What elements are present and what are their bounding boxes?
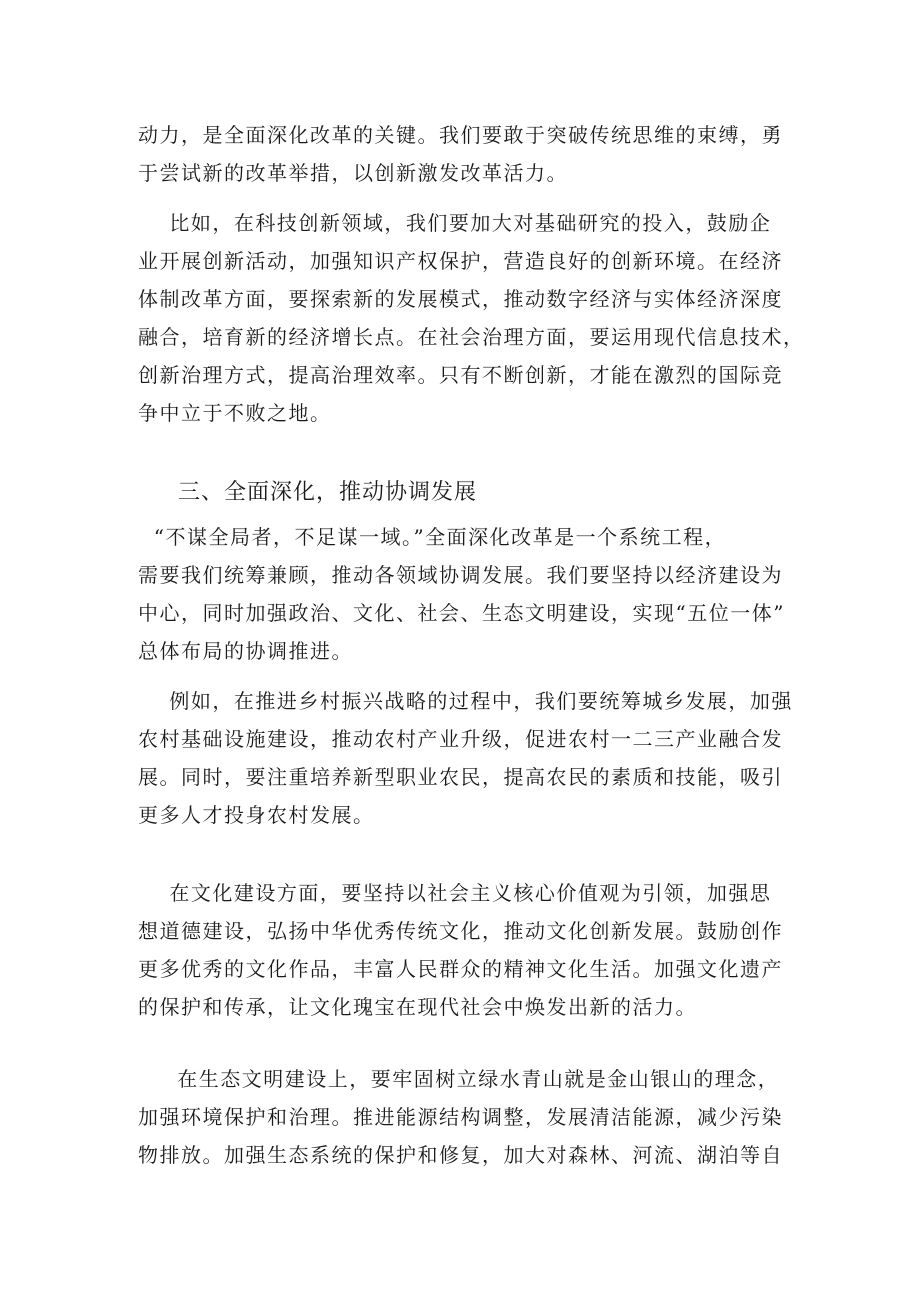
text-line: 于尝试新的改革举措，以创新激发改革活力。 [138, 161, 568, 185]
text-line: 争中立于不败之地。 [138, 401, 332, 425]
text-line: 在生态文明建设上，要牢固树立绿水青山就是金山银山的理念， [138, 1067, 780, 1091]
text-line: 加强环境保护和治理。推进能源结构调整，发展清洁能源，减少污染 [138, 1105, 783, 1129]
paragraph-3 [138, 518, 788, 670]
text-line: 农村基础设施建设，推动农村产业升级，促进农村一二三产业融合发 [138, 727, 783, 751]
text-line: 在文化建设方面，要坚持以社会主义核心价值观为引领，加强思 [138, 881, 772, 905]
paragraph-1 [138, 116, 788, 192]
text-line: 业开展创新活动，加强知识产权保护，营造良好的创新环境。在经济 [138, 249, 783, 273]
section-heading: 三、全面深化，推动协调发展 [178, 480, 478, 505]
text-line: 展。同时，要注重培养新型职业农民，提高农民的素质和技能，吸引 [138, 765, 783, 789]
text-line: 的保护和传承，让文化瑰宝在现代社会中焕发出新的活力。 [138, 995, 697, 1019]
text-line: 需要我们统筹兼顾，推动各领域协调发展。我们要坚持以经济建设为 [138, 563, 783, 587]
text-line: 例如，在推进乡村振兴战略的过程中，我们要统筹城乡发展，加强 [138, 689, 793, 713]
text-line: 动力，是全面深化改革的关键。我们要敢于突破传统思维的束缚，勇 [138, 123, 783, 147]
paragraph-6 [138, 1060, 788, 1174]
text-line: 想道德建设，弘扬中华优秀传统文化，推动文化创新发展。鼓励创作 [138, 919, 783, 943]
paragraph-2 [138, 204, 805, 432]
text-line: 更多优秀的文化作品，丰富人民群众的精神文化生活。加强文化遗产 [138, 957, 783, 981]
text-line: 物排放。加强生态系统的保护和修复，加大对森林、河流、湖泊等自 [138, 1143, 783, 1167]
text-line: 创新治理方式，提高治理效率。只有不断创新，才能在激烈的国际竞 [138, 363, 783, 387]
paragraph-5 [138, 874, 788, 1026]
paragraph-4 [138, 682, 793, 834]
text-line: 比如，在科技创新领域，我们要加大对基础研究的投入，鼓励企 [138, 211, 772, 235]
text-line: 中心，同时加强政治、文化、社会、生态文明建设，实现“五位一体” [138, 601, 785, 625]
text-line: 体制改革方面，要探索新的发展模式，推动数字经济与实体经济深度 [138, 287, 783, 311]
text-line: “不谋全局者，不足谋一域。”全面深化改革是一个系统工程， [138, 525, 727, 549]
text-line: 总体布局的协调推进。 [138, 639, 353, 663]
text-line: 融合，培育新的经济增长点。在社会治理方面，要运用现代信息技术， [138, 325, 805, 349]
text-line: 更多人才投身农村发展。 [138, 803, 375, 827]
